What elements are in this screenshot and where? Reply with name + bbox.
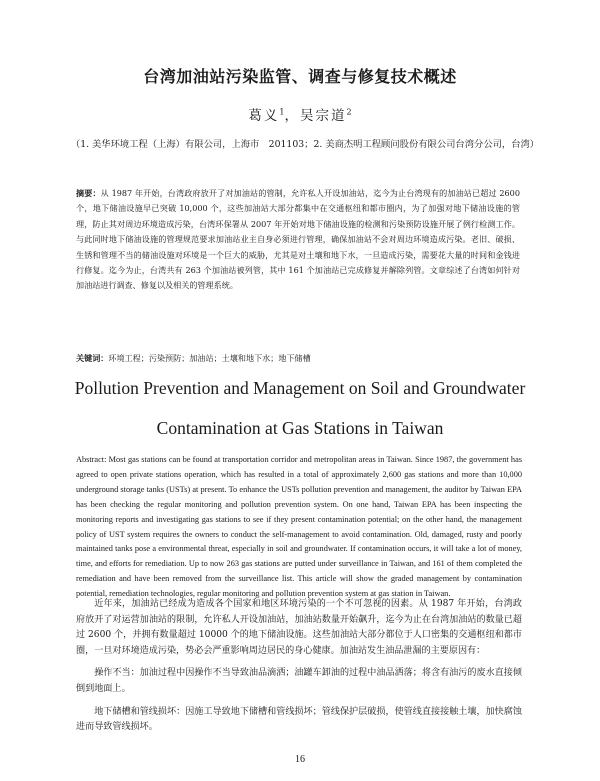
author-name: 吴宗道 [300,108,347,124]
english-abstract [76,453,522,602]
chinese-title: 台湾加油站污染监管、调查与修复技术概述 [143,67,457,86]
author-affiliation-mark: 2 [346,107,352,117]
chinese-keywords [76,351,520,366]
english-title [0,368,600,448]
body-paragraph: 近年来，加油站已经成为造成各个国家和地区环境污染的一个不可忽视的因素。从 1987 年开始，台湾政府放开了对运营加油站的限制，允许私人开设加油站，加油站数量开始飙升，迄今为止在台湾加油站的数量已超过 2600 个，并拥有数量超过 10000 个的地下储油设施。这些加油站大部分都位于人口密集的交通枢纽和都市圈，一旦对环境造成污染，势必会严重影响周边居民的身心健康。加油站发生油品泄漏的主要原因有： [76,599,522,656]
english-abstract-label: Abstract: [76,455,109,464]
english-title-line-2: Contamination at Gas Stations in Taiwan [156,418,444,438]
body-paragraph: 地下储槽和管线损坏：因施工导致地下储槽和管线损坏；管线保护层破损，使管线直接接触土壤，加快腐蚀进而导致管线损坏。 [76,706,522,733]
author-separator: ， [284,108,300,124]
author-name: 葛义 [248,108,280,124]
chinese-abstract [76,186,520,294]
chinese-keywords-label: 关键词： [76,353,109,363]
english-title-line-1: Pollution Prevention and Management on Soil and Groundwater [74,378,526,398]
body-text [76,597,522,743]
body-paragraph: 操作不当：加油过程中因操作不当导致油品滴洒；油罐车卸油的过程中油品洒落；将含有油污的废水直接倾倒到地面上。 [76,668,522,694]
chinese-abstract-label: 摘要： [76,188,101,198]
page-number: 16 [295,754,305,765]
chinese-abstract-text: 从 1987 年开始，台湾政府放开了对加油站的管制，允许私人开设加油站，迄今为止台湾现有的加油站已超过 2600 个，地下储油设施早已突破 10,000 个，这些加油站大部分都集中在交通枢纽和都市圈内，为了加强对地下储油设施的管理，防止其对周边环境造成污染，台湾环保署从 2007 年开始对地下储油设施的检测和污染预防设施开展了例行检测工作。与此同时地下储油设施的管理规范要求加油站业主自身必须进行管理，确保加油站不会对周边环境造成污染。老旧、破损、生锈和管理不当的储油设施对环境是一个巨大的威胁，尤其是对土壤和地下水，一旦造成污染，需要花大量的时间和金钱进行修复。迄今为止，台湾共有 263 个加油站被列管，其中 161 个加油站已完成修复并解除列管。文章综述了台湾如何针对加油站进行调查、修复以及相关的管理系统。 [76,188,520,291]
english-abstract-text: Most gas stations can be found at transportation corridor and metropolitan areas in Taiwan. Since 1987, the government has agreed to open private stations operation, which has resulted in a total of approximately 2,600 gas stations and more than 10,000 underground storage tanks (USTs) at present. To enhance the USTs pollution prevention and management, the auditor by Taiwan EPA has been checking the regular monitoring and pollution prevention system. On one hand, Taiwan EPA has been inspecting the monitoring reports and investigating gas stations to see if they present contamination potential; on the other hand, the management policy of UST system requires the owners to conduct the self-management to avoid contamination. Old, damaged, rusty and poorly maintained tanks pose a environmental threat, especially in soil and groundwater. If contamination occurs, it will take a lot of money, time, and efforts for remediation. Up to now 263 gas stations are putted under surveillance in Taiwan, and 161 of them completed the remediation and have been removed from the surveillance list. This article will show the graded management by contamination potential, remediation technologies, regular monitoring and pollution prevention system at gas station in Taiwan. [76,455,522,599]
chinese-keywords-text: 环境工程；污染预防；加油站；土壤和地下水；地下储槽 [108,353,311,363]
affiliation: （1. 美华环境工程（上海）有限公司，上海市 201103；2. 美商杰明工程顾问股份有限公司台湾分公司，台湾） [70,139,540,150]
author-affiliation-mark: 1 [279,107,285,117]
author-line [0,104,600,124]
